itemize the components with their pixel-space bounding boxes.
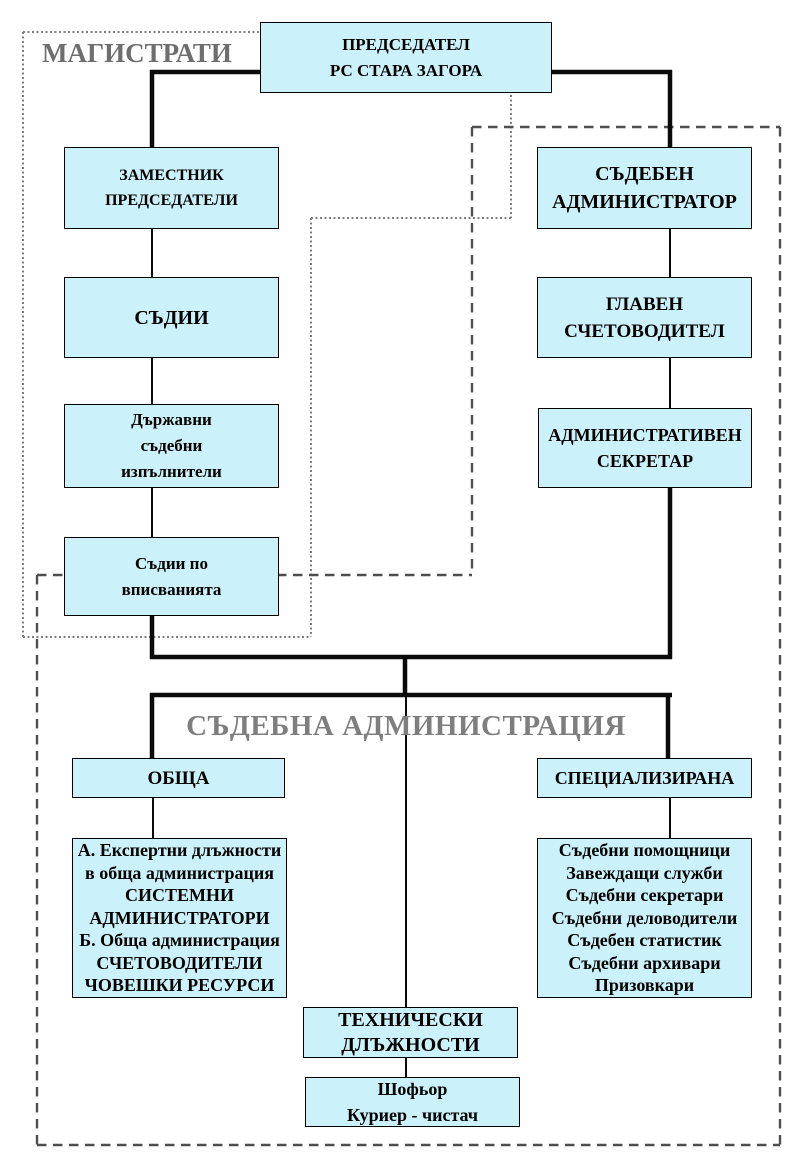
box-administrative-secretary-line: АДМИНИСТРАТИВЕН — [548, 425, 742, 445]
box-specialized-staff-line: Съдебни помощници — [558, 839, 731, 860]
box-specialized-staff-line: Съдебни архивари — [568, 952, 721, 973]
box-specialized-staff-line: Завеждащи служби — [566, 862, 723, 883]
magistrates-region-label: МАГИСТРАТИ — [42, 38, 232, 68]
box-deputy-chairs-line: ПРЕДСЕДАТЕЛИ — [105, 192, 238, 209]
box-technical-staff-line: Шофьор — [377, 1079, 448, 1099]
box-general-administration-line: ОБЩА — [147, 767, 210, 789]
box-specialized-staff-line: Призовкари — [594, 975, 695, 996]
box-chief-accountant-line: ГЛАВЕН — [605, 293, 684, 315]
box-specialized-staff-line: Съдебни деловодители — [551, 907, 738, 928]
box-general-staff-line: СИСТЕМНИ — [124, 885, 234, 906]
box-state-bailiffs-line: изпълнители — [121, 462, 222, 481]
box-specialized-administration — [537, 758, 752, 798]
box-state-bailiffs — [64, 404, 279, 488]
box-general-staff-line: ЧОВЕШКИ РЕСУРСИ — [84, 975, 275, 996]
box-general-staff — [72, 838, 287, 998]
box-administrative-secretary — [538, 408, 752, 488]
box-registry-judges — [64, 537, 279, 616]
box-state-bailiffs-line: съдебни — [140, 436, 203, 455]
box-court-administrator-line: СЪДЕБЕН — [595, 163, 694, 185]
judicial-administration-region-label: СЪДЕБНА АДМИНИСТРАЦИЯ — [186, 710, 626, 742]
box-judges-line: СЪДИИ — [134, 306, 209, 329]
box-technical-positions-line: ДЛЪЖНОСТИ — [341, 1033, 480, 1056]
box-state-bailiffs-line: Държавни — [131, 410, 212, 429]
box-general-staff-line: СЧЕТОВОДИТЕЛИ — [96, 952, 263, 973]
box-registry-judges-line: вписванията — [121, 579, 222, 599]
box-president — [260, 22, 552, 93]
box-technical-staff-line: Куриер - чистач — [347, 1105, 478, 1125]
box-general-staff-line: АДМИНИСТРАТОРИ — [89, 907, 270, 928]
box-president-line: ПРЕДСЕДАТЕЛ — [342, 34, 470, 54]
box-technical-positions-line: ТЕХНИЧЕСКИ — [338, 1008, 483, 1031]
box-general-staff-line: в обща администрация — [85, 862, 274, 883]
box-deputy-chairs — [64, 147, 279, 229]
box-general-staff-line: Б. Обща администрация — [79, 930, 280, 951]
box-registry-judges-line: Съдии по — [135, 553, 208, 573]
box-specialized-administration-line: СПЕЦИАЛИЗИРАНА — [554, 768, 735, 788]
box-president-line: РС СТАРА ЗАГОРА — [329, 60, 483, 80]
box-deputy-chairs-line: ЗАМЕСТНИК — [119, 167, 224, 184]
box-specialized-staff-line: Съдебен статистик — [567, 930, 722, 951]
box-specialized-staff-line: Съдебни секретари — [565, 885, 724, 906]
box-chief-accountant-line: СЧЕТОВОДИТЕЛ — [564, 320, 725, 342]
box-technical-positions — [303, 1007, 518, 1058]
box-court-administrator-line: АДМИНИСТРАТОР — [552, 191, 737, 213]
box-general-administration — [72, 758, 285, 798]
box-general-staff-line: А. Експертни длъжности — [77, 839, 282, 860]
box-judges — [64, 277, 279, 358]
box-specialized-staff — [537, 838, 752, 998]
box-technical-staff — [305, 1077, 520, 1127]
box-court-administrator — [537, 147, 752, 229]
box-administrative-secretary-line: СЕКРЕТАР — [596, 451, 694, 471]
box-chief-accountant — [537, 277, 752, 358]
